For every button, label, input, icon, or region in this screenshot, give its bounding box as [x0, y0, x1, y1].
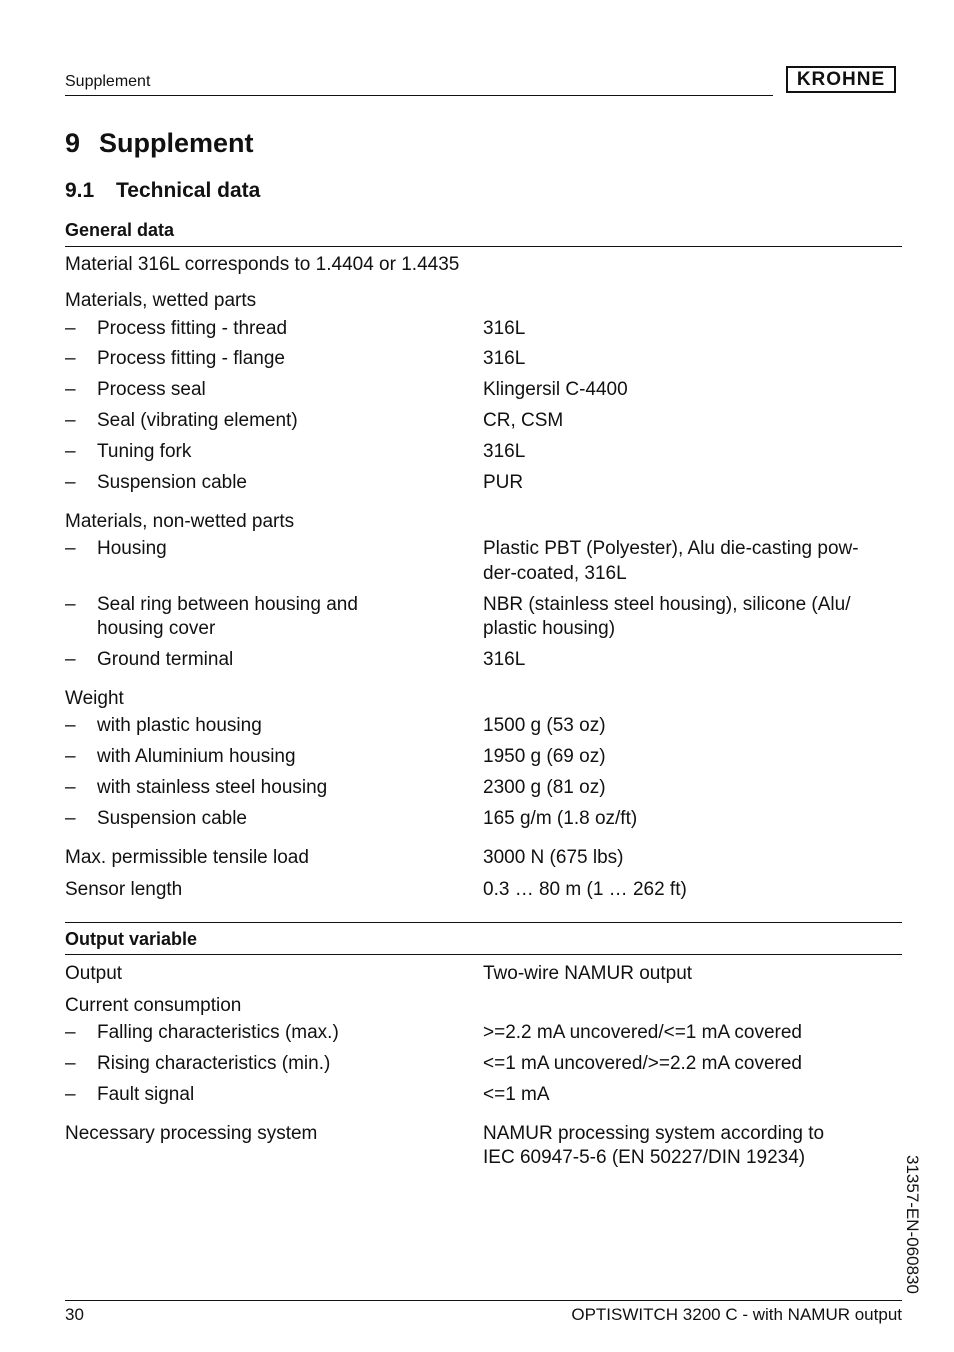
list-bullet: –	[65, 808, 76, 829]
wetted-label-thread: Process fitting - thread	[97, 318, 288, 339]
wetted-value-vibrating-seal: CR, CSM	[483, 410, 564, 431]
weight-label-stainless: with stainless steel housing	[97, 777, 328, 798]
wetted-value-thread: 316L	[483, 318, 526, 339]
header-rule	[65, 95, 773, 96]
list-bullet: –	[65, 348, 76, 369]
chapter-title	[65, 128, 254, 159]
sensor-length-value: 0.3 … 80 m (1 … 262 ft)	[483, 879, 687, 900]
page-number: 30	[65, 1305, 84, 1324]
non-wetted-label-seal-ring-line1: Seal ring between housing and	[97, 594, 358, 615]
running-header: Supplement	[65, 73, 151, 90]
output-variable-rule	[65, 954, 902, 955]
list-bullet: –	[65, 1053, 76, 1074]
weight-value-cable: 165 g/m (1.8 oz/ft)	[483, 808, 638, 829]
tensile-load-value: 3000 N (675 lbs)	[483, 847, 624, 868]
current-label-fault: Fault signal	[97, 1084, 195, 1105]
sensor-length-label: Sensor length	[65, 879, 183, 900]
non-wetted-label-ground: Ground terminal	[97, 649, 234, 670]
tensile-load-label: Max. permissible tensile load	[65, 847, 309, 868]
non-wetted-value-housing-line2: der-coated, 316L	[483, 563, 627, 584]
weight-title: Weight	[65, 688, 124, 709]
current-value-fault: <=1 mA	[483, 1084, 550, 1105]
wetted-label-vibrating-seal: Seal (vibrating element)	[97, 410, 298, 431]
krohne-logo	[786, 66, 896, 93]
list-bullet: –	[65, 649, 76, 670]
subsection-title	[65, 179, 260, 203]
current-label-falling: Falling characteristics (max.)	[97, 1022, 339, 1043]
wetted-label-seal: Process seal	[97, 379, 206, 400]
weight-value-plastic: 1500 g (53 oz)	[483, 715, 606, 736]
footer-rule	[65, 1300, 902, 1301]
list-bullet: –	[65, 410, 76, 431]
output-top-rule	[65, 922, 902, 923]
list-bullet: –	[65, 472, 76, 493]
weight-value-stainless: 2300 g (81 oz)	[483, 777, 606, 798]
non-wetted-value-housing-line1: Plastic PBT (Polyester), Alu die-casting pow-	[483, 538, 859, 559]
subsection-title-text: Technical data	[116, 179, 261, 202]
non-wetted-parts-title: Materials, non-wetted parts	[65, 511, 295, 532]
wetted-value-cable: PUR	[483, 472, 524, 493]
footer-product: OPTISWITCH 3200 C - with NAMUR output	[571, 1305, 902, 1324]
non-wetted-value-ground: 316L	[483, 649, 526, 670]
general-data-rule	[65, 246, 902, 247]
weight-value-aluminium: 1950 g (69 oz)	[483, 746, 606, 767]
processing-system-value-line2: IEC 60947-5-6 (EN 50227/DIN 19234)	[483, 1147, 806, 1168]
weight-label-aluminium: with Aluminium housing	[97, 746, 296, 767]
wetted-value-seal: Klingersil C-4400	[483, 379, 628, 400]
material-note: Material 316L corresponds to 1.4404 or 1.4435	[65, 254, 460, 275]
non-wetted-value-seal-ring-line2: plastic housing)	[483, 618, 616, 639]
general-data-heading: General data	[65, 220, 175, 240]
weight-label-plastic: with plastic housing	[97, 715, 262, 736]
list-bullet: –	[65, 746, 76, 767]
processing-system-label: Necessary processing system	[65, 1123, 318, 1144]
output-label: Output	[65, 963, 123, 984]
wetted-parts-title: Materials, wetted parts	[65, 290, 257, 311]
processing-system-value-line1: NAMUR processing system according to	[483, 1123, 825, 1144]
list-bullet: –	[65, 715, 76, 736]
logo-text: KROHNE	[796, 68, 886, 90]
output-value: Two-wire NAMUR output	[483, 963, 693, 984]
wetted-label-fork: Tuning fork	[97, 441, 192, 462]
list-bullet: –	[65, 1022, 76, 1043]
chapter-number: 9	[65, 128, 81, 158]
current-value-falling: >=2.2 mA uncovered/<=1 mA covered	[483, 1022, 802, 1043]
list-bullet: –	[65, 441, 76, 462]
document-code: 31357-EN-060830	[903, 1155, 922, 1294]
list-bullet: –	[65, 538, 76, 559]
subsection-number: 9.1	[65, 179, 95, 202]
non-wetted-label-seal-ring-line2: housing cover	[97, 618, 216, 639]
wetted-label-cable: Suspension cable	[97, 472, 247, 493]
wetted-label-flange: Process fitting - flange	[97, 348, 285, 369]
non-wetted-label-housing: Housing	[97, 538, 167, 559]
list-bullet: –	[65, 777, 76, 798]
list-bullet: –	[65, 318, 76, 339]
current-consumption-title: Current consumption	[65, 995, 242, 1016]
current-label-rising: Rising characteristics (min.)	[97, 1053, 331, 1074]
current-value-rising: <=1 mA uncovered/>=2.2 mA covered	[483, 1053, 802, 1074]
output-variable-heading: Output variable	[65, 929, 198, 949]
weight-label-cable: Suspension cable	[97, 808, 247, 829]
non-wetted-value-seal-ring-line1: NBR (stainless steel housing), silicone (Alu/	[483, 594, 851, 615]
wetted-value-fork: 316L	[483, 441, 526, 462]
list-bullet: –	[65, 594, 76, 615]
chapter-title-text: Supplement	[99, 128, 254, 158]
wetted-value-flange: 316L	[483, 348, 526, 369]
list-bullet: –	[65, 379, 76, 400]
list-bullet: –	[65, 1084, 76, 1105]
